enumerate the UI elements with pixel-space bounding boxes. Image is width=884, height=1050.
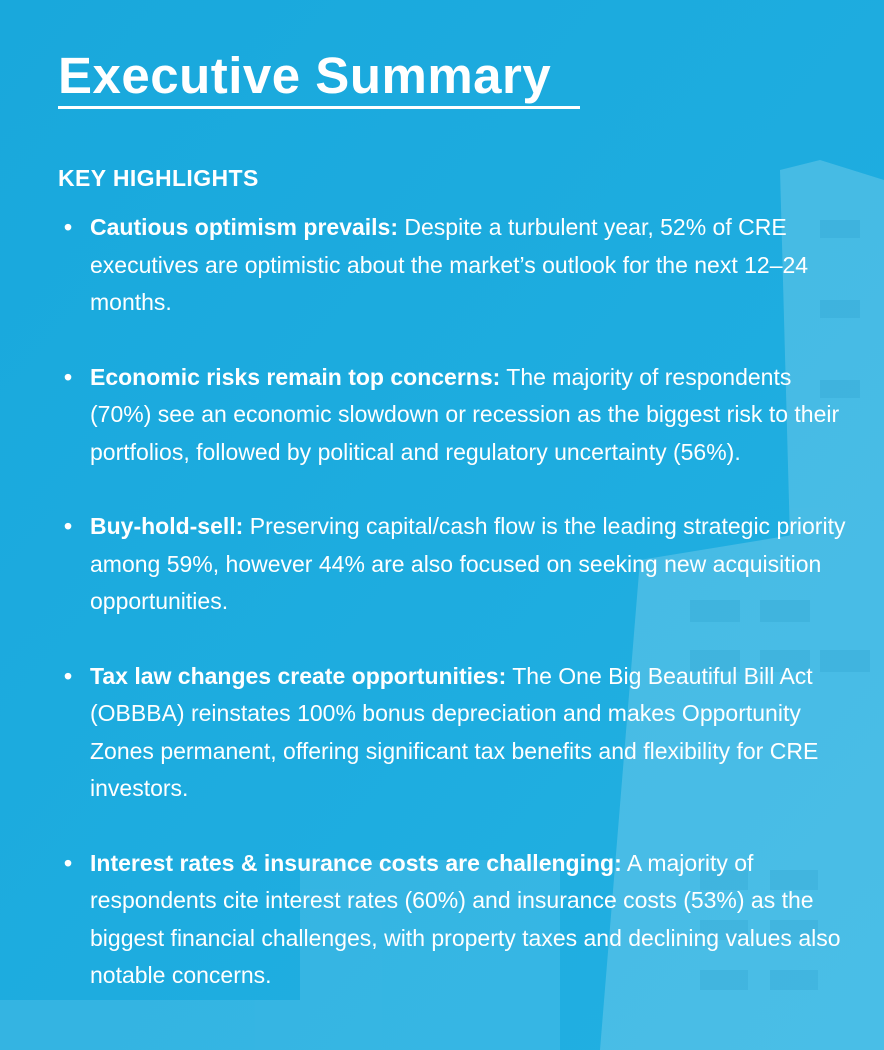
title-underline [58,106,580,109]
highlight-item [58,359,848,472]
highlight-item [58,508,848,621]
highlight-item [58,658,848,808]
bullet-icon: • [63,363,73,390]
highlight-body: The majority of respondents (70%) see an economic slowdown or recession as the biggest risk to their portfolios, followed by political and regulatory uncertainty (56%). [90,363,840,465]
key-highlights-heading: KEY HIGHLIGHTS [58,165,259,191]
highlight-lead: Cautious optimism prevails: [90,214,399,240]
highlight-lead: Tax law changes create opportunities: [90,662,507,689]
page-title: Executive Summary [58,47,552,104]
highlight-lead: Buy-hold-sell: [90,513,244,539]
key-highlights-list [58,209,848,1032]
highlight-item [58,845,848,995]
bullet-icon: • [63,513,73,539]
highlight-body: A majority of respondents cite interest rates (60%) and insurance costs (53%) as the biggest financial challenges, with property taxes and declining values also notable concerns. [90,849,841,988]
highlight-item [58,209,848,322]
bullet-icon: • [63,214,73,240]
bullet-icon: • [63,849,73,876]
highlight-lead: Interest rates & insurance costs are challenging: [90,849,622,876]
highlight-body: The One Big Beautiful Bill Act (OBBBA) reinstates 100% bonus depreciation and makes Opportunity Zones permanent, offering significant tax benefits and flexibility for CRE investors. [90,662,819,801]
bullet-icon: • [63,662,73,689]
highlight-body: Preserving capital/cash flow is the leading strategic priority among 59%, however 44% are also focused on seeking new acquisition opportunities. [90,513,846,614]
highlight-body: Despite a turbulent year, 52% of CRE executives are optimistic about the market’s outlook for the next 12–24 months. [90,214,809,315]
highlight-lead: Economic risks remain top concerns: [90,363,501,390]
